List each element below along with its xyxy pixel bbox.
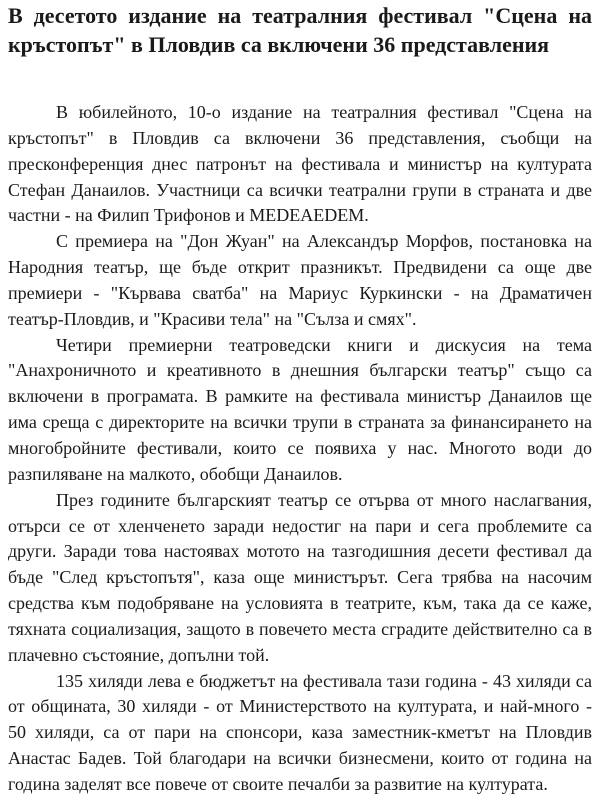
- paragraph-line: През годините българският театър се отърва от много наслагвания,: [56, 489, 592, 510]
- paragraph-line: В юбилейното, 10-о издание на театралния фестивал "Сцена на: [56, 102, 592, 122]
- paragraph-line: разпиляване на малкото, обобщи Данаилов.: [8, 463, 343, 484]
- paragraph-line: има среща с директорите на всички трупи в страната за финансирането на: [8, 412, 592, 433]
- paragraph-line: 135 хиляди лева е бюджетът на фестивала тази година - 43 хиляди са: [56, 670, 592, 691]
- paragraph-line: С премиера на "Дон Жуан" на Александър Морфов, постановка на: [56, 231, 592, 252]
- paragraph-line: кръстопът" в Пловдив са включени 36 представления, съобщи на: [8, 127, 592, 148]
- paragraph-line: 50 хиляди, са от пари на спонсори, каза заместник-кметът на Пловдив: [8, 722, 592, 743]
- article-title: [8, 1, 592, 59]
- article-body: [8, 100, 592, 798]
- paragraph-line: театър-Пловдив, и "Красиви тела" на "Сълза и смях".: [8, 308, 417, 329]
- paragraph-line: средства към подобряване на условията в театрите, към, така да се каже,: [8, 593, 592, 614]
- paragraph-line: Стефан Данаилов. Участници са всички театрални групи в страната и две: [8, 179, 592, 200]
- paragraph-line: частни - на Филип Трифонов и MEDEAEDEM.: [8, 205, 369, 226]
- paragraph-line: бъде "След кръстопътя", каза още министърът. Сега трябва на насочим: [8, 567, 592, 588]
- title-line: кръстопът" в Пловдив са включени 36 представления: [8, 32, 550, 57]
- paragraph-line: от общината, 30 хиляди - от Министерството на културата, и най-много -: [8, 696, 592, 717]
- paragraph: [8, 100, 592, 229]
- paragraph-line: Народния театър, ще бъде открит празникът. Предвидени са още две: [8, 257, 592, 278]
- paragraph-line: плачевно състояние, допълни той.: [8, 644, 270, 665]
- paragraph-line: други. Заради това настоявах мотото на тазгодишния десети фестивал да: [8, 541, 592, 562]
- paragraph-line: Четири премиерни театроведски книги и дискусия на тема: [56, 334, 592, 355]
- paragraph: [8, 669, 592, 798]
- paragraph-line: многобройните фестивали, които се появиха у нас. Многото води до: [8, 437, 592, 458]
- paragraph-line: Анастас Бадев. Той благодари на всички бизнесмени, които от година на: [8, 748, 592, 769]
- paragraph-line: пресконференция днес патронът на фестивала и министър на културата: [8, 153, 592, 174]
- paragraph: [8, 229, 592, 332]
- paragraph: [8, 488, 592, 669]
- paragraph-line: премиери - "Кървава сватба" на Мариус Куркински - на Драматичен: [8, 282, 592, 303]
- title-line: В десетото издание на театралния фестивал "Сцена на: [8, 3, 592, 28]
- paragraph-line: "Анахроничното и креативното в днешния български театър" също са: [8, 360, 592, 381]
- paragraph-line: година заделят все повече от своите печалби за развитие на културата.: [8, 773, 548, 794]
- paragraph: [8, 333, 592, 488]
- paragraph-line: тяхната социализация, защото в повечето места сградите действително са в: [8, 618, 592, 639]
- paragraph-line: отърси се от хленченето заради недостиг на пари и сега проблемите са: [8, 515, 592, 536]
- paragraph-line: включени в програмата. В рамките на фестивала министър Данаилов ще: [8, 386, 592, 407]
